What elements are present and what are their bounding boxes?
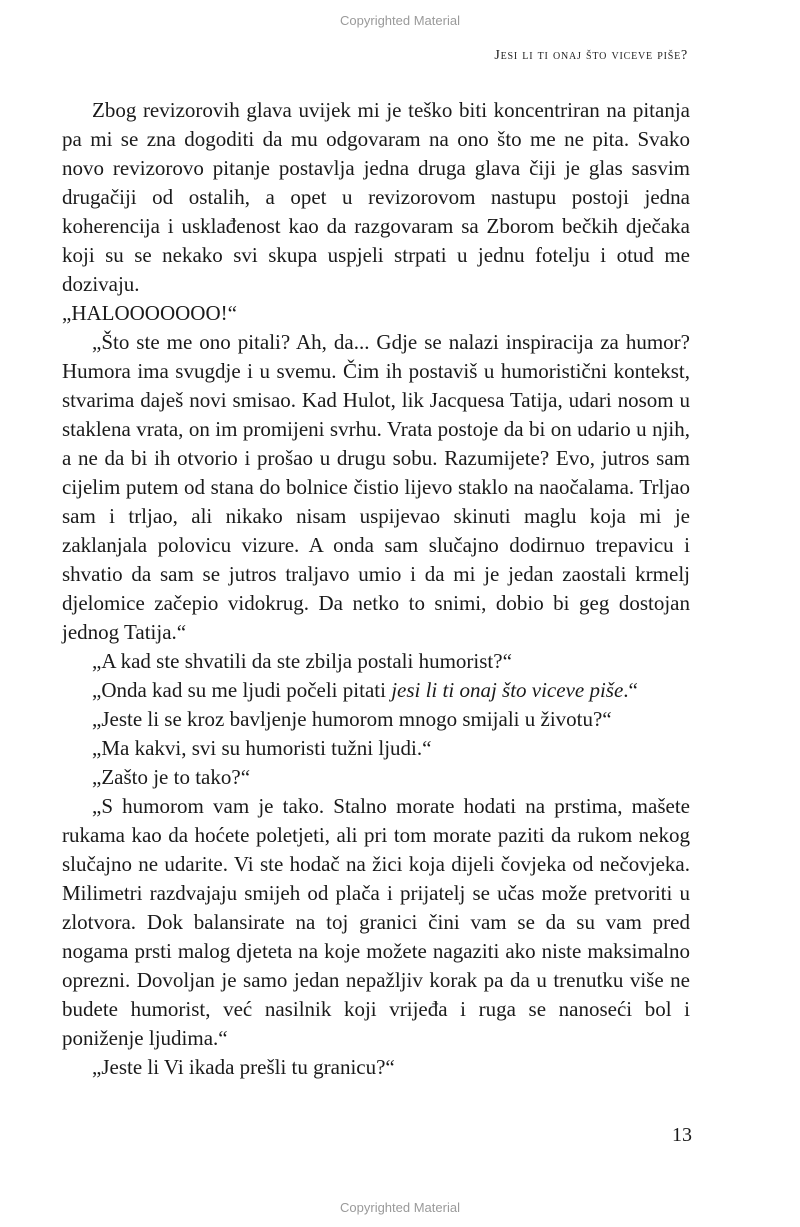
paragraph: „Što ste me ono pitali? Ah, da... Gdje se nalazi inspiracija za humor? Humora ima svugdje i u svemu. Čim ih postaviš u humoristični kontekst, stvarima daješ novi smisao. Kad Hulot, lik Jacquesa Tatija, udari nosom u staklena vrata, on im promijeni svrhu. Vrata postoje da bi on udario u njih, a ne da bi ih otvorio i prošao u drugu sobu. Razumijete? Evo, jutros sam cijelim putem od stana do bolnice čistio lijevo staklo na naočalama. Trljao sam i trljao, ali nikako nisam uspijevao skinuti maglu koja mi je zaklanjala polovicu vizure. A onda sam slučajno dodirnuo trepavicu i shvatio da sam se jutros traljavo umio i da mi je jedan zaostali krmelj djelomice začepio vidokrug. Da netko to snimi, dobio bi geg dostojan jednog Tatija.“	[62, 330, 690, 644]
page-number: 13	[672, 1124, 692, 1146]
dialogue-text: „Onda kad su me ljudi počeli pitati	[92, 678, 392, 702]
paragraph: „S humorom vam je tako. Stalno morate hodati na prstima, mašete rukama kao da hoćete poletjeti, ali pri tom morate paziti da rukom nekog slučajno ne udarite. Vi ste hodač na žici koja dijeli čovjeka od nečovjeka. Milimetri razdvajaju smijeh od plača i prijatelj se učas može pretvoriti u zlotvora. Dok balansirate na toj granici čini vam se da su vam pred nogama prsti malog djeteta na koje možete nagaziti ako niste maksimalno oprezni. Dovoljan je samo jedan nepažljiv korak pa da u trenutku više ne budete humorist, već nasilnik koji vrijeđa i ruga se nanoseći bol i poniženje ljudima.“	[62, 794, 690, 1050]
paragraph: Zbog revizorovih glava uvijek mi je teško biti koncentriran na pitanja pa mi se zna dogoditi da mu odgovaram na ono što me ne pita. Svako novo revizorovo pitanje postavlja jedna druga glava čiji je glas sasvim drugačiji od ostalih, a opet u revizorovom nastupu postoji jedna koherencija i usklađenost kao da razgovaram sa Zborom bečkih dječaka koji su se nekako svi skupa uspjeli strpati u jednu fotelju i otud me dozivaju.	[62, 98, 690, 296]
copyright-banner-bottom: Copyrighted Material	[340, 1200, 460, 1215]
running-head: Jesi li ti onaj što viceve piše?	[494, 48, 688, 63]
copyright-banner-top: Copyrighted Material	[340, 13, 460, 28]
dialogue-line: „A kad ste shvatili da ste zbilja postali humorist?“	[92, 649, 512, 673]
dialogue-line	[62, 676, 690, 705]
dialogue-line: „Zašto je to tako?“	[92, 765, 251, 789]
dialogue-end: .“	[623, 678, 638, 702]
dialogue-line: „Jeste li se kroz bavljenje humorom mnogo smijali u životu?“	[92, 707, 612, 731]
body-text	[62, 96, 690, 1082]
exclamation-line: „HALOOOOOOO!“	[62, 301, 237, 325]
dialogue-line: „Jeste li Vi ikada prešli tu granicu?“	[92, 1055, 395, 1079]
dialogue-line: „Ma kakvi, svi su humoristi tužni ljudi.“	[92, 736, 432, 760]
italic-quote: jesi li ti onaj što viceve piše	[391, 678, 624, 702]
